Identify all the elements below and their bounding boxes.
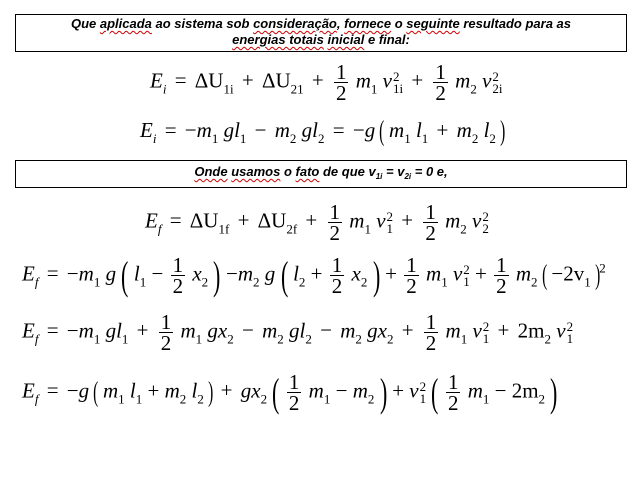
- math-token: 2: [277, 331, 284, 347]
- math-token: m: [78, 261, 94, 286]
- math-token: l: [415, 118, 422, 142]
- math-token: +: [411, 68, 424, 93]
- math-token: 1: [441, 274, 448, 290]
- math-token: 2: [386, 331, 394, 347]
- math-token: 2: [463, 261, 470, 277]
- fraction: [334, 62, 349, 103]
- math-token: 2: [298, 274, 306, 290]
- math-token: 2: [289, 131, 297, 146]
- math-token: f: [34, 331, 39, 347]
- fraction: [446, 372, 461, 413]
- math-token: ,: [336, 16, 345, 31]
- math-token: 1: [364, 221, 371, 237]
- math-token: resultado para as: [459, 16, 572, 31]
- math-token: m: [78, 318, 94, 343]
- math-token: 2: [496, 274, 507, 298]
- math-token: m: [467, 378, 483, 403]
- math-token: 1: [335, 60, 347, 84]
- math-token: 2: [260, 391, 268, 407]
- math-token: 2: [517, 318, 529, 343]
- math-token: m: [445, 208, 461, 233]
- math-token: ): [372, 252, 380, 298]
- math-token: 1: [160, 310, 172, 334]
- math-token: 2: [511, 378, 523, 403]
- math-token: f: [157, 221, 162, 237]
- math-token: 2: [331, 274, 343, 298]
- math-token: (: [280, 252, 288, 298]
- math-token: g: [367, 318, 378, 343]
- math-token: 2: [544, 331, 551, 347]
- math-token: (: [379, 116, 385, 148]
- math-token: +: [305, 208, 318, 233]
- math-token: m: [515, 261, 532, 286]
- math-token: 1: [566, 330, 574, 346]
- math-token: −: [254, 118, 267, 142]
- math-token: 1: [447, 370, 459, 394]
- math-token: −: [66, 378, 79, 403]
- math-token: 1: [496, 253, 507, 277]
- math-token: m: [308, 378, 324, 403]
- math-token: g: [301, 118, 313, 142]
- math-token: +: [220, 378, 233, 403]
- fraction: [423, 202, 438, 243]
- math-token: energias totais: [232, 32, 324, 47]
- math-token: E: [22, 378, 35, 403]
- math-token: (: [431, 369, 439, 415]
- fraction: [287, 372, 302, 413]
- math-token: 2: [492, 68, 499, 84]
- math-token: 1: [331, 253, 343, 277]
- math-group: [419, 378, 427, 406]
- math-token: v: [472, 208, 482, 233]
- math-token: 2: [160, 331, 172, 355]
- math-token: ): [500, 116, 506, 148]
- math-token: i: [162, 81, 167, 97]
- math-token: x: [377, 318, 387, 343]
- math-token: 2: [329, 221, 341, 245]
- math-token: ): [213, 252, 221, 298]
- math-token: E: [145, 208, 158, 233]
- math-group: [392, 68, 404, 96]
- math-token: 1: [584, 274, 591, 290]
- math-token: x: [351, 261, 361, 286]
- math-token: ): [550, 369, 558, 415]
- math-token: 2: [489, 131, 496, 146]
- equation-final-energy: [145, 202, 489, 243]
- math-token: consideração: [253, 16, 337, 31]
- math-token: m: [456, 118, 472, 142]
- math-token: E: [22, 261, 35, 286]
- math-token: l: [191, 378, 198, 403]
- math-token: 2: [538, 391, 546, 407]
- math-token: 2i: [404, 172, 412, 181]
- math-token: −: [225, 261, 238, 286]
- fraction: [171, 255, 186, 296]
- math-token: 1: [370, 81, 378, 97]
- math-token: m: [340, 318, 356, 343]
- condition-text-box: [15, 160, 627, 188]
- equation-final-energy-expanded: [22, 252, 606, 298]
- math-token: 2: [425, 331, 437, 355]
- math-token: m: [355, 68, 371, 93]
- math-token: x: [192, 261, 202, 286]
- math-token: 2: [227, 331, 234, 347]
- fraction: [424, 312, 439, 353]
- math-token: +: [475, 261, 487, 286]
- equation-initial-energy: [150, 62, 503, 103]
- math-token: +: [401, 208, 414, 233]
- math-token: fornece: [344, 16, 392, 31]
- math-token: m: [262, 318, 278, 343]
- math-token: 1: [211, 131, 219, 146]
- math-token: ΔU: [257, 208, 287, 233]
- math-token: g: [78, 378, 90, 403]
- math-token: Onde: [194, 164, 228, 179]
- math-token: 2f: [286, 221, 298, 237]
- math-token: =: [46, 318, 59, 343]
- math-token: m: [349, 208, 365, 233]
- math-token: (: [541, 259, 548, 291]
- math-token: l: [293, 261, 299, 286]
- math-group: [492, 68, 503, 96]
- math-token: m: [455, 68, 471, 93]
- math-token: 2: [197, 391, 204, 407]
- math-token: −: [184, 118, 197, 142]
- math-token: m: [180, 318, 196, 343]
- math-token: = 0 e,: [411, 164, 448, 179]
- math-token: 1: [482, 391, 490, 407]
- math-token: 2: [367, 391, 375, 407]
- math-token: f: [34, 391, 39, 407]
- math-token: l: [312, 118, 319, 142]
- fraction: [159, 312, 174, 353]
- math-token: =: [169, 208, 182, 233]
- math-token: l: [483, 118, 490, 142]
- math-token: 2: [253, 274, 260, 290]
- math-token: 1: [135, 391, 143, 407]
- math-token: +: [497, 318, 510, 343]
- math-token: E: [22, 318, 35, 343]
- math-token: 1: [419, 390, 427, 406]
- math-token: +: [241, 68, 254, 93]
- math-token: = v: [382, 164, 405, 179]
- math-token: l: [116, 318, 122, 343]
- math-token: 2: [566, 318, 574, 334]
- math-token: 2: [406, 274, 417, 298]
- math-token: m: [274, 118, 290, 142]
- math-token: 1: [139, 274, 147, 290]
- math-token: x: [217, 318, 228, 343]
- math-token: 1: [239, 131, 247, 146]
- math-token: 1: [195, 331, 203, 347]
- math-token: 2: [288, 391, 300, 415]
- math-token: m: [445, 318, 461, 343]
- math-token: 1: [460, 331, 468, 347]
- math-token: 1: [425, 200, 436, 224]
- math-token: l: [299, 318, 306, 343]
- math-token: 1: [172, 253, 184, 277]
- math-token: ao sistema sob: [151, 16, 254, 31]
- fraction: [433, 62, 448, 103]
- math-token: 1: [435, 60, 446, 84]
- math-token: m: [164, 378, 180, 403]
- math-token: 1f: [218, 221, 230, 237]
- math-token: v: [482, 68, 492, 93]
- math-token: =: [174, 68, 187, 93]
- math-token: 1: [404, 131, 411, 146]
- math-token: 2: [482, 208, 489, 224]
- math-token: 2: [435, 81, 446, 105]
- math-token: g: [223, 118, 235, 142]
- math-token: −: [335, 378, 348, 403]
- math-token: v: [556, 318, 566, 343]
- math-token: ΔU: [189, 208, 219, 233]
- math-token: 2: [460, 221, 467, 237]
- math-token: x: [251, 378, 261, 403]
- math-token: v: [376, 208, 386, 233]
- math-token: m: [196, 118, 212, 142]
- math-token: g: [105, 318, 117, 343]
- math-token: 1: [386, 220, 394, 236]
- math-token: 2: [360, 274, 368, 290]
- intro-text-box: [15, 14, 627, 52]
- math-token: 1: [118, 391, 125, 407]
- math-token: 2: [201, 274, 209, 290]
- math-token: 1: [288, 370, 300, 394]
- math-token: +: [311, 68, 324, 93]
- math-token: 1: [406, 253, 417, 277]
- math-token: 1i: [392, 80, 404, 96]
- math-group: [482, 208, 489, 236]
- math-token: g: [105, 261, 117, 286]
- math-token: aplicada: [99, 16, 152, 31]
- math-token: +: [385, 261, 398, 286]
- math-token: ΔU: [194, 68, 224, 93]
- math-token: f: [34, 274, 39, 290]
- math-token: =: [46, 378, 59, 403]
- math-token: −: [352, 118, 365, 142]
- math-group: [386, 208, 394, 236]
- math-token: 2: [335, 81, 347, 105]
- math-token: usamos: [231, 164, 281, 179]
- math-token: v: [452, 261, 463, 286]
- math-token: −2: [551, 261, 574, 286]
- math-token: 2: [305, 331, 312, 347]
- math-token: 1: [421, 131, 429, 146]
- math-token: l: [234, 118, 240, 142]
- math-token: +: [436, 118, 449, 142]
- math-token: E: [150, 68, 163, 93]
- math-token: 1: [482, 330, 490, 346]
- math-token: m: [528, 318, 545, 343]
- math-token: 2: [531, 274, 538, 290]
- math-token: m: [352, 378, 368, 403]
- math-token: m: [522, 378, 539, 403]
- math-token: +: [310, 261, 323, 286]
- math-token: 1i: [375, 172, 383, 181]
- math-token: 2: [471, 131, 479, 146]
- equation-initial-energy-simplified: [140, 118, 504, 147]
- math-token: g: [364, 118, 376, 142]
- math-token: 2: [419, 378, 427, 394]
- math-token: (: [93, 376, 99, 408]
- math-group: [482, 318, 490, 346]
- math-token: i: [152, 131, 157, 146]
- math-token: g: [207, 318, 218, 343]
- math-token: m: [426, 261, 442, 286]
- fraction: [494, 255, 509, 296]
- math-token: inicial: [327, 32, 365, 47]
- fraction: [328, 202, 343, 243]
- math-token: 2: [470, 81, 477, 97]
- math-token: 1: [463, 273, 470, 289]
- math-token: E: [140, 118, 153, 142]
- math-group: [463, 261, 470, 289]
- math-token: (: [121, 252, 129, 298]
- math-token: e final:: [364, 32, 410, 47]
- math-token: −: [66, 261, 79, 286]
- math-token: o: [391, 16, 407, 31]
- math-token: v: [382, 68, 392, 93]
- fraction: [330, 255, 345, 296]
- math-token: +: [237, 208, 250, 233]
- math-token: ): [595, 259, 601, 291]
- math-token: −: [151, 261, 164, 286]
- math-token: l: [129, 378, 136, 403]
- math-token: =: [332, 118, 345, 142]
- math-token: seguinte: [406, 16, 460, 31]
- math-token: fato: [295, 164, 320, 179]
- math-token: +: [136, 318, 149, 343]
- math-token: 2i: [492, 80, 503, 96]
- math-token: m: [102, 378, 119, 403]
- math-token: −: [494, 378, 507, 403]
- fraction: [404, 255, 419, 296]
- math-token: 1: [323, 391, 331, 407]
- math-token: −: [242, 318, 254, 343]
- math-token: v: [573, 261, 585, 286]
- math-token: 2: [447, 391, 459, 415]
- math-group: [566, 318, 574, 346]
- math-token: 2: [179, 391, 187, 407]
- math-token: −: [66, 318, 79, 343]
- math-token: 2: [355, 331, 362, 347]
- math-token: 2: [172, 274, 184, 298]
- math-token: 2: [392, 68, 400, 84]
- math-token: −: [320, 318, 332, 343]
- math-token: de que v: [319, 164, 376, 179]
- math-token: +: [392, 378, 405, 403]
- math-token: 2: [425, 221, 436, 245]
- math-token: 2: [386, 208, 394, 224]
- math-token: m: [389, 118, 405, 142]
- math-token: +: [401, 318, 414, 343]
- math-token: =: [46, 261, 59, 286]
- math-token: 1: [425, 310, 437, 334]
- math-token: ): [208, 376, 214, 408]
- math-token: 2: [482, 318, 490, 334]
- math-token: 2: [599, 260, 606, 276]
- math-token: ΔU: [261, 68, 291, 93]
- math-token: g: [240, 378, 252, 403]
- math-token: v: [409, 378, 419, 403]
- math-token: o: [280, 164, 296, 179]
- equation-final-energy-distributed: [22, 312, 573, 353]
- math-token: ): [379, 369, 387, 415]
- math-token: 1: [93, 274, 101, 290]
- math-token: g: [289, 318, 300, 343]
- math-token: g: [264, 261, 276, 286]
- math-token: 2: [318, 131, 325, 146]
- math-token: 1i: [223, 81, 234, 97]
- math-token: 2: [482, 220, 489, 236]
- equation-final-energy-grouped: [22, 369, 558, 415]
- math-token: (: [272, 369, 280, 415]
- math-token: m: [237, 261, 253, 286]
- math-token: 1: [329, 200, 341, 224]
- math-token: v: [472, 318, 482, 343]
- math-token: 1: [93, 331, 101, 347]
- math-token: l: [133, 261, 140, 286]
- math-token: 1: [121, 331, 129, 347]
- math-token: 21: [290, 81, 304, 97]
- math-token: Que: [70, 16, 100, 31]
- math-token: +: [147, 378, 160, 403]
- math-token: =: [164, 118, 177, 142]
